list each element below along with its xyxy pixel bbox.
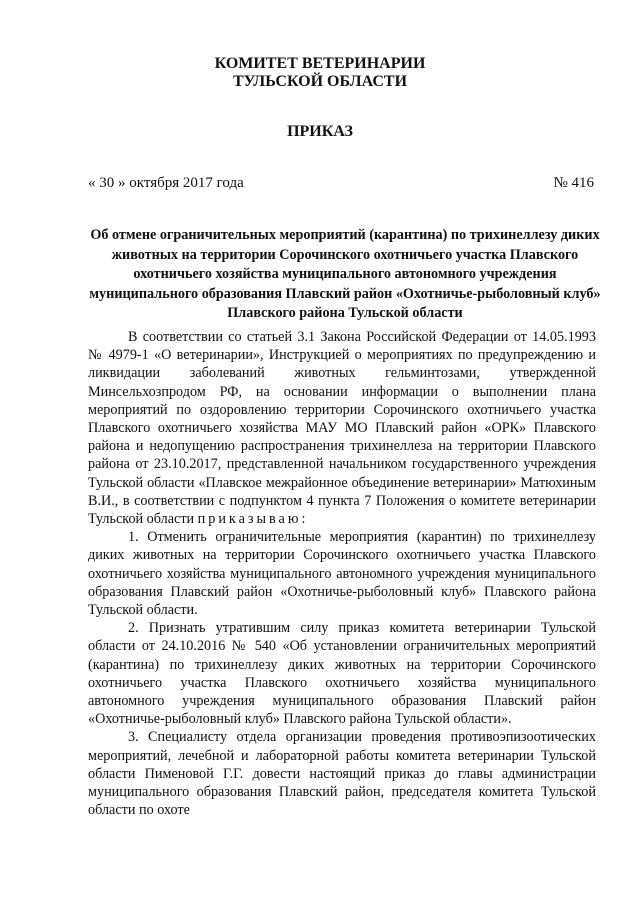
- preamble-text: В соответствии со статьей 3.1 Закона Российской Федерации от 14.05.1993 № 4979-1 «О ветеринарии», Инструкцией о мероприятиях по предупреждению и ликвидации заболеваний животных гельминтозами, утвержденной Минсельхозпродом РФ, на основании информации о выполнении плана мероприятий по оздоровлению территории Сорочинского охотничьего участка Плавского охотничьего хозяйства МАУ МО Плавский район «ОРК» Плавского района и недопущению распространения трихинеллеза на территории Плавского района от 23.10.2017, представленной начальником государственного учреждения Тульской области «Плавское межрайонное объединение ветеринарии» Матюхиным В.И., в соответствии с подпунктом 4 пункта 7 Положения о комитете ветеринарии Тульской области: [88, 329, 596, 528]
- document-date: « 30 » октября 2017 года: [88, 175, 244, 191]
- document-subject: Об отмене ограничительных мероприятий (карантина) по трихинеллезу диких животных на территории Сорочинского охотничьего участка Плавского охотничьего хозяйства муниципального автономного учреждения муниципального образования Плавский район «Охотничье-рыболовный клуб» Плавского района Тульской области: [89, 227, 601, 321]
- order-word: приказываю:: [197, 511, 309, 528]
- item-2: 2. Признать утратившим силу приказ комитета ветеринарии Тульской области от 24.10.2016 № 540 «Об установлении ограничительных мероприятий (карантина) по трихинеллезу диких животных на территории Сорочинского охотничьего участка Плавского охотничьего хозяйства муниципального автономного учреждения муниципального образования Плавский район «Охотничье-рыболовный клуб» Плавского района Тульской области».: [88, 620, 596, 728]
- document-type: ПРИКАЗ: [287, 123, 353, 140]
- org-name-line1: КОМИТЕТ ВЕТЕРИНАРИИ: [214, 55, 426, 72]
- document-body: [88, 328, 596, 819]
- org-name-line2: ТУЛЬСКОЙ ОБЛАСТИ: [232, 73, 408, 90]
- item-3: 3. Специалисту отдела организации проведения противоэпизоотических мероприятий, лечебной и лабораторной работы комитета ветеринарии Тульской области Пименовой Г.Г. довести настоящий приказ до главы администрации муниципального образования Плавский район, председателя комитета Тульской области по охоте: [88, 729, 596, 819]
- preamble-paragraph: [88, 328, 596, 528]
- document-number: № 416: [553, 175, 594, 191]
- item-1: 1. Отменить ограничительные мероприятия (карантин) по трихинеллезу диких животных на территории Сорочинского охотничьего участка Плавского охотничьего хозяйства муниципального автономного учреждения муниципального образования Плавский район «Охотничье-рыболовный клуб» Плавского района Тульской области.: [88, 529, 596, 619]
